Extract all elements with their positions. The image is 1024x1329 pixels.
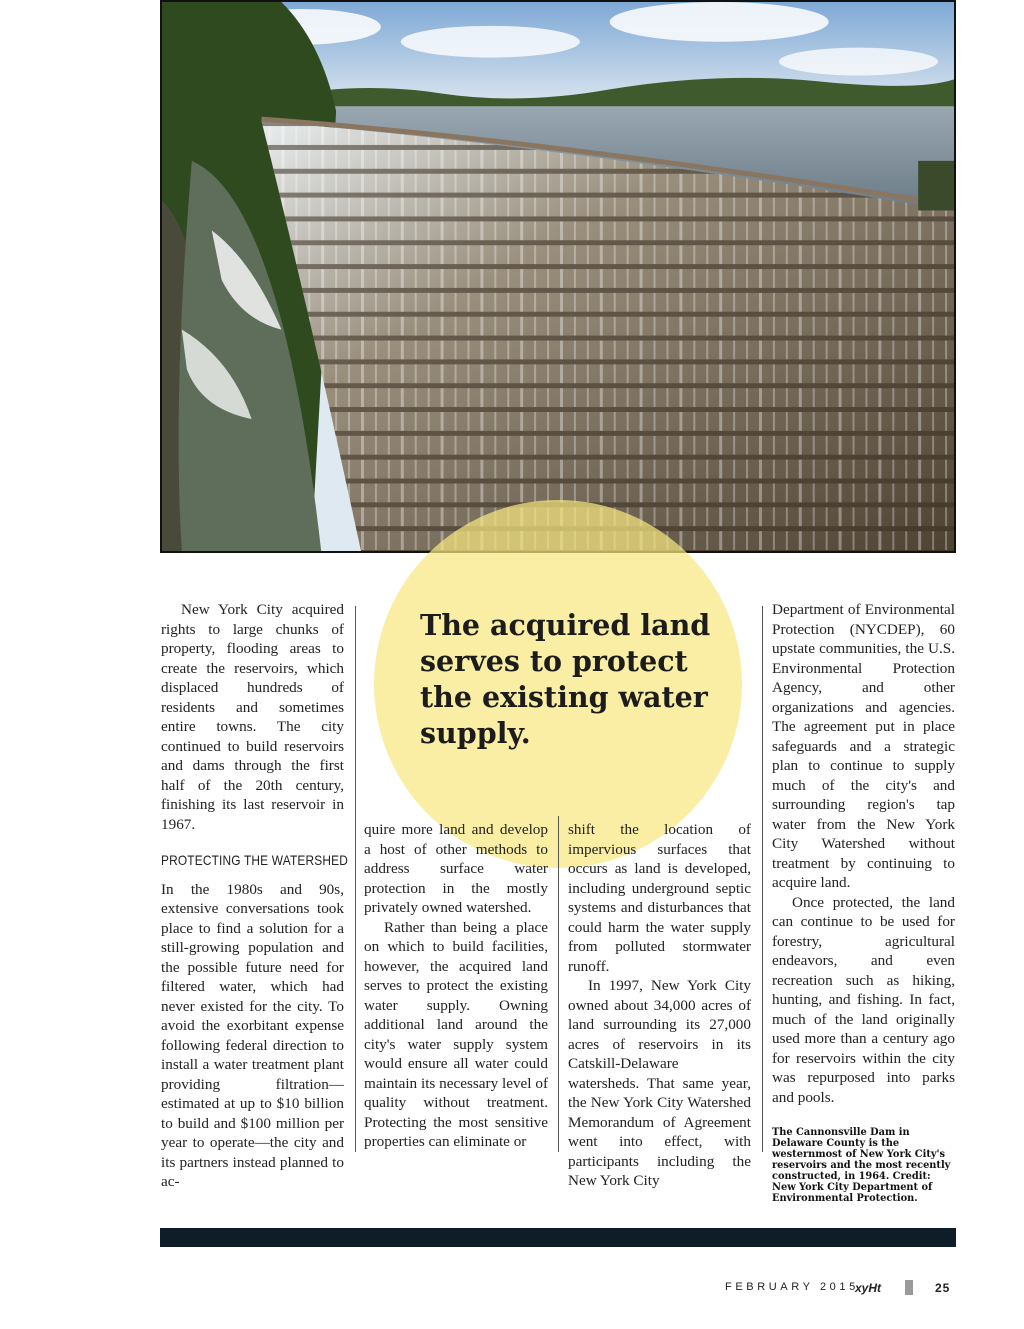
article-paragraph: shift the location of impervious surfaces that occurs as land is developed, including underground septic systems and disturbances that could harm the water supply from polluted stormwater runoff. [568, 821, 751, 975]
magazine-logo: xyHt [855, 1281, 882, 1295]
article-column-1 [161, 600, 348, 1192]
article-paragraph: quire more land and develop a host of other methods to address surface water protection in the mostly privately owned watershed. [364, 821, 548, 916]
article-paragraph: Department of Environmental Protection (NYCDEP), 60 upstate communities, the U.S. Environmental Protection Agency, and other organizations and agencies. The agreement put in place safeguards and a strategic plan to continue to supply much of the city's and surrounding region's tap water from the New York City Watershed without treatment by continuing to acquire land. [772, 601, 955, 891]
article-paragraph: In the 1980s and 90s, extensive conversations took place to find a solution for a still-growing population and the possible future need for filtered water, which had never existed for the city. To avoid the exorbitant expense following federal direction to install a water treatment plant providing filtration—estimated at up to $10 billion to build and $100 million per year to operate—the city and its partners instead planned to ac- [161, 880, 344, 1190]
dam-photo-illustration [162, 2, 954, 551]
article-paragraph: Rather than being a place on which to build facilities, however, the acquired land serves to protect the existing water supply. Owning additional land around the city's water supply system would ensure all water could maintain its necessary level of quality without treatment. Protecting the most sensitive properties can eliminate or [364, 918, 548, 1150]
article-column-2 [364, 820, 548, 1152]
article-paragraph: Once protected, the land can continue to be used for forestry, agricultural endeavors, and even recreation such as hiking, hunting, and fishing. In fact, much of the land originally used more than a century ago for reservoirs within the city was repurposed into parks and pools. [772, 893, 955, 1106]
article-paragraph: In 1997, New York City owned about 34,000 acres of land surrounding its 27,000 acres of reservoirs in its Catskill-Delaware watersheds. That same year, the New York City Watershed Memorandum of Agreement went into effect, with participants including the New York City [568, 977, 751, 1189]
page-number: 25 [935, 1281, 951, 1295]
article-paragraph: New York City acquired rights to large chunks of property, flooding areas to create the reservoirs, which displaced hundreds of residents and sometimes entire towns. The city continued to build reservoirs and dams through the first half of the 20th century, finishing its last reservoir in 1967. [161, 601, 344, 833]
article-column-3 [568, 820, 751, 1191]
pull-quote: The acquired land serves to protect the existing water supply. [420, 608, 711, 750]
column-divider [558, 816, 559, 1152]
issue-date: FEBRUARY 2015 [725, 1281, 859, 1293]
column-divider [355, 606, 356, 1152]
article-column-4 [772, 600, 955, 1204]
section-subhead: PROTECTING THE WATERSHED [161, 852, 348, 868]
dam-photo [160, 0, 956, 553]
footer-bar [160, 1228, 956, 1247]
column-divider [762, 606, 763, 1152]
photo-caption: The Cannonsville Dam in Delaware County is the westernmost of New York City's reservoirs and the most recently constructed, in 1964. Credit: New York City Department of Environmental Protection. [772, 1127, 951, 1204]
footer-block-icon [905, 1280, 913, 1295]
